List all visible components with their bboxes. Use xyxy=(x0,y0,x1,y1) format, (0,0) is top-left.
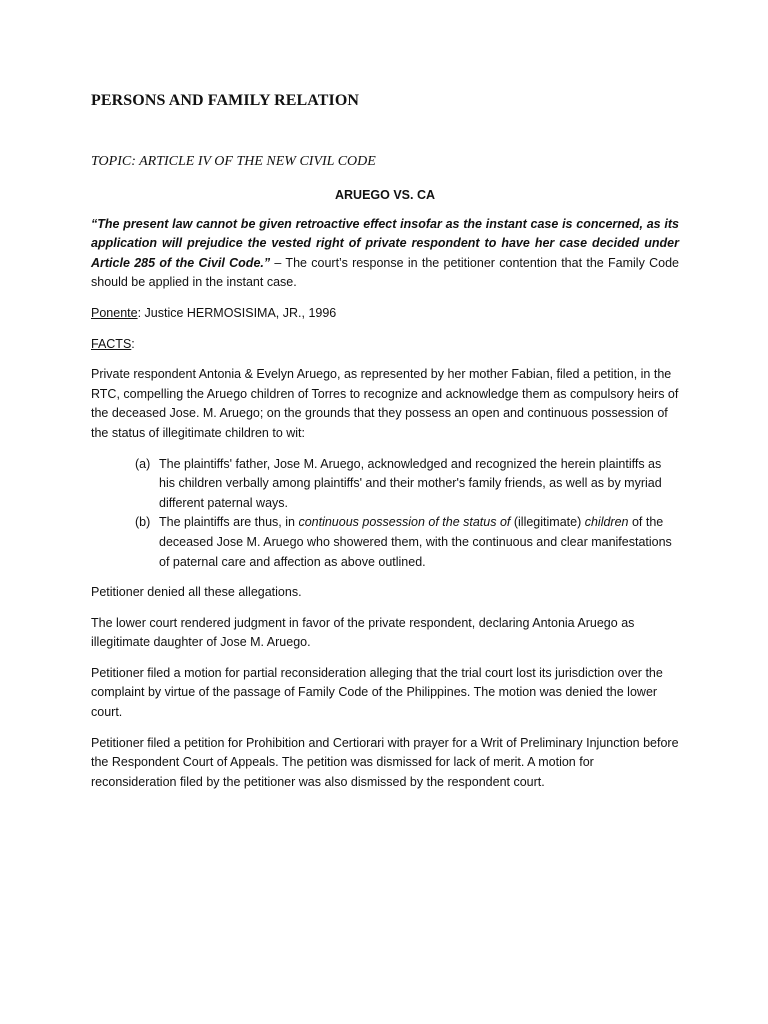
allegations-list xyxy=(91,455,679,573)
quote-paragraph xyxy=(91,215,679,293)
ponente-value: : Justice HERMOSISIMA, JR., 1996 xyxy=(137,305,337,320)
facts-colon: : xyxy=(131,336,135,351)
list-item-b-text xyxy=(159,513,679,572)
document-body xyxy=(91,90,679,803)
b-text-part: of the deceased Jose M. Aruego who showered them, with the continuous and clear manifestations of paternal care and affection as above outlined. xyxy=(159,515,672,569)
paragraph: Petitioner filed a petition for Prohibition and Certiorari with prayer for a Writ of Preliminary Injunction before the Respondent Court of Appeals. The petition was dismissed for lack of merit. A motion for reconsideration filed by the petitioner was also dismissed by the respondent court. xyxy=(91,735,679,789)
paragraph: Petitioner denied all these allegations. xyxy=(91,585,302,600)
paragraph: The lower court rendered judgment in favor of the private respondent, declaring Antonia Aruego as illegitimate daughter of Jose M. Aruego. xyxy=(91,615,635,650)
list-marker-b: (b) xyxy=(135,515,151,530)
facts-label: FACTS xyxy=(91,336,132,351)
facts-heading xyxy=(91,335,679,355)
b-text-italic: children xyxy=(584,515,629,530)
list-marker-a: (a) xyxy=(135,456,151,471)
topic-heading: TOPIC: ARTICLE IV OF THE NEW CIVIL CODE xyxy=(91,154,376,169)
ponente-line xyxy=(91,304,679,324)
case-title: ARUEGO VS. CA xyxy=(334,188,435,202)
list-item-a-text: The plaintiffs' father, Jose M. Aruego, acknowledged and recognized the herein plaintiffs as his children verbally among plaintiffs' and their mother's family friends, as well as by myriad different paternal ways. xyxy=(159,456,662,510)
court-quote: “The present law cannot be given retroactive effect insofar as the instant case is concerned, as its application will prejudice the vested right of private respondent to have her case decided under Article 285 of the Civil Code.” xyxy=(91,216,679,270)
list-item xyxy=(91,513,679,572)
document-title: PERSONS AND FAMILY RELATION xyxy=(91,92,360,109)
b-text-part: The plaintiffs are thus, in xyxy=(159,515,299,530)
b-text-italic: continuous possession of the status of xyxy=(298,515,511,530)
quote-explanation: – The court’s response in the petitioner contention that the Family Code should be applied in the instant case. xyxy=(91,255,679,290)
b-text-part: (illegitimate) xyxy=(510,515,585,530)
list-item xyxy=(91,455,679,514)
ponente-label: Ponente xyxy=(91,305,138,320)
facts-intro-paragraph: Private respondent Antonia & Evelyn Aruego, as represented by her mother Fabian, filed a petition, in the RTC, compelling the Aruego children of Torres to recognize and acknowledge them as compulsory heirs of the deceased Jose. M. Aruego; on the grounds that they possess an open and continuous possession of the status of illegitimate children to wit: xyxy=(91,367,679,440)
paragraph: Petitioner filed a motion for partial reconsideration alleging that the trial court lost its jurisdiction over the complaint by virtue of the passage of Family Code of the Philippines. The motion was denied the lower court. xyxy=(91,665,663,720)
